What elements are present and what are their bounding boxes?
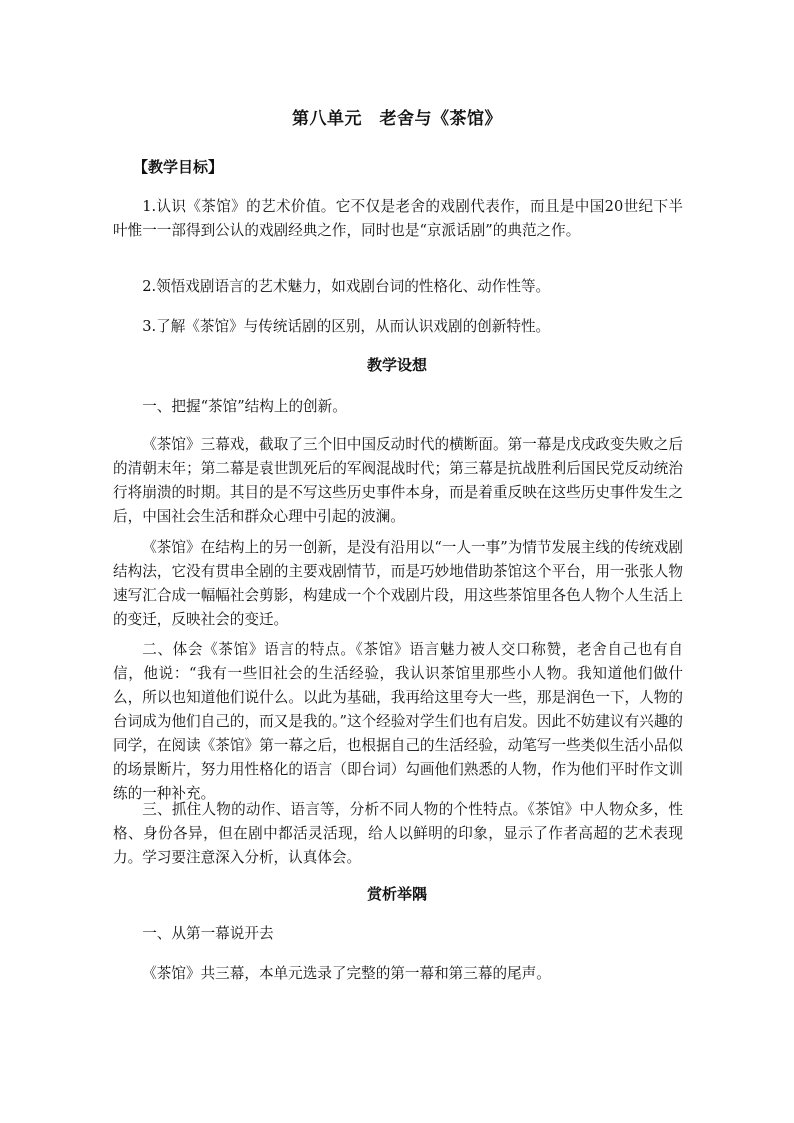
objective-paragraph-1: 1.认识《茶馆》的艺术价值。它不仅是老舍的戏剧代表作，而且是中国20世纪下半叶惟一一部得到公认的戏剧经典之作，同时也是“京派话剧”的典范之作。	[113, 198, 683, 239]
document-title: 第八单元 老舍与《茶馆》	[292, 109, 502, 129]
objective-paragraph-3: 3.了解《茶馆》与传统话剧的区别，从而认识戏剧的创新特性。	[142, 318, 551, 335]
section-heading-design: 教学设想	[366, 356, 427, 374]
objective-paragraph-2: 2.领悟戏剧语言的艺术魅力，如戏剧台词的性格化、动作性等。	[142, 278, 551, 295]
design-point-1: 一、把握“茶馆”结构上的创新。	[142, 398, 347, 415]
appreciation-point-1: 一、从第一幕说开去	[142, 925, 274, 942]
design-point-1-paragraph-1: 《茶馆》三幕戏，截取了三个旧中国反动时代的横断面。第一幕是戊戌政变失败之后的清朝末年；第二幕是袁世凯死后的军阀混战时代；第三幕是抗战胜利后国民党反动统治行将崩溃的时期。其目的是不写这些历史事件本身，而是着重反映在这些历史事件发生之后，中国社会生活和群众心理中引起的波澜。	[113, 436, 683, 525]
design-point-2: 二、体会《茶馆》语言的特点。《茶馆》语言魅力被人交口称赞，老舍自己也有自信，他说：“我有一些旧社会的生活经验，我认识茶馆里那些小人物。我知道他们做什么，所以也知道他们说什么。以此为基础，我再给这里夸大一些，那是润色一下，人物的台词成为他们自己的，而又是我的。”这个经验对学生们也有启发。因此不妨建议有兴趣的同学，在阅读《茶馆》第一幕之后，也根据自己的生活经验，动笔写一些类似生活小品似的场景断片，努力用性格化的语言（即台词）勾画他们熟悉的人物，作为他们平时作文训练的一种补充。	[113, 641, 683, 802]
section-heading-objectives: 【教学目标】	[133, 158, 224, 176]
appreciation-point-1-paragraph-1: 《茶馆》共三幕，本单元选录了完整的第一幕和第三幕的尾声。	[142, 965, 551, 982]
section-heading-appreciation: 赏析举隅	[366, 885, 427, 903]
design-point-1-paragraph-2: 《茶馆》在结构上的另一创新，是没有沿用以“一人一事”为情节发展主线的传统戏剧结构法，它没有贯串全剧的主要戏剧情节，而是巧妙地借助茶馆这个平台，用一张张人物速写汇合成一幅幅社会剪影，构建成一个个戏剧片段，用这些茶馆里各色人物个人生活上的变迁，反映社会的变迁。	[113, 539, 683, 628]
design-point-3: 三、抓住人物的动作、语言等，分析不同人物的个性特点。《茶馆》中人物众多，性格、身份各异，但在剧中都活灵活现，给人以鲜明的印象，显示了作者高超的艺术表现力。学习要注意深入分析，认真体会。	[113, 801, 683, 866]
